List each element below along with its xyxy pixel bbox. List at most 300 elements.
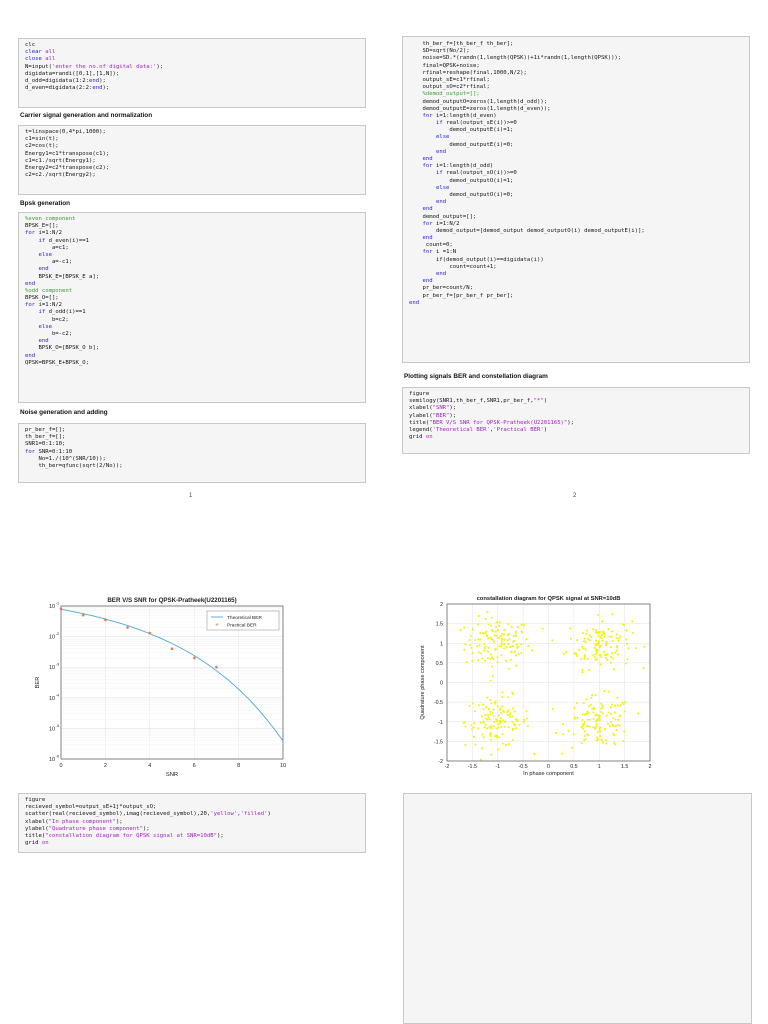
constellation-point [515,635,517,637]
constellation-point [599,735,601,737]
constellation-point [520,652,522,654]
constellation-point [581,719,583,721]
constellation-point [587,719,589,721]
constellation-point [594,714,596,716]
y-tick-label: 10 [48,634,56,641]
code-line: xlabel("SNR"); [409,405,457,412]
y-tick-label: -1 [438,719,443,726]
legend-label-theoretical: Theoretical BER [227,616,262,621]
constellation-point [485,618,487,620]
x-tick-label: 6 [192,763,196,769]
constellation-point [463,722,465,724]
constellation-point [486,635,488,637]
constellation-point [599,715,601,717]
constellation-point [621,701,623,703]
x-tick-label: 2 [648,764,652,770]
code-line: No=1./(10^(SNR/10)); [25,455,106,462]
code-line: end [435,271,447,277]
constellation-point [610,706,612,708]
constellation-point [605,739,607,741]
constellation-point [584,641,586,643]
constellation-point [599,729,601,731]
code-line: ylabel("Quadrature phase component"); [25,825,150,832]
code-line: end [409,299,420,306]
constellation-point [600,645,602,647]
ber-x-label: SNR [165,772,179,778]
constellation-point [611,613,613,615]
constellation-point [562,733,564,735]
y-tick-label: 10 [48,757,56,763]
constellation-point [580,726,582,728]
constellation-point [567,730,569,732]
constellation-point [594,647,596,649]
constellation-point [589,719,591,721]
constellation-point [496,661,498,663]
code-line: end [25,352,36,359]
code-line: N=input('enter the no.of digital data:'); [25,63,164,70]
constellation-point [614,711,616,713]
constellation-point [496,719,498,721]
constellation-point [602,631,604,633]
constellation-point [591,694,593,696]
code-line: %demod_output=[]; [409,91,480,98]
constellation-point [500,717,502,719]
constellation-point [599,654,601,656]
code-line: end [435,199,447,206]
code-line: scatter(real(recieved_symbol),imag(recieved_symbol),20,'yellow','filled') [25,811,271,818]
constellation-point [576,639,578,641]
constellation-point [474,743,476,745]
constellation-point [501,726,503,728]
code-line: for i =1:N [422,249,457,256]
constellation-point [574,716,576,718]
constellation-point [518,653,520,655]
constellation-point [631,620,633,622]
code-line: d_even=digidata(2:2:end); [25,85,110,92]
constellation-point [487,714,489,716]
constellation-point [505,646,507,648]
y-tick-label: 1 [440,641,443,648]
constellation-point [525,638,527,640]
constellation-point [482,708,484,710]
code-line: BPSK_E=[]; [25,223,59,230]
constellation-point [483,736,485,738]
code-line: count=0; [409,242,453,249]
constellation-point [624,701,626,703]
constellation-point [491,629,493,631]
code-line: Energy1=c1*transpose(c1); [25,150,110,157]
constellation-point [493,725,495,727]
y-tick-label: 10 [48,695,56,702]
constellation-point [509,716,511,718]
constellation-point [515,654,517,656]
constellation-point [502,742,504,744]
constellation-point [515,665,517,667]
constellation-point [495,648,497,650]
constellation-point [523,721,525,723]
constellation-point [490,739,492,741]
constellation-point [570,638,572,640]
constellation-point [604,728,606,730]
constellation-point [584,648,586,650]
constellation-point [499,722,501,724]
code-line: end [25,280,36,287]
constellation-point [588,725,590,727]
constellation-point [617,719,619,721]
code-line: BPSK_E=[BPSK_E a]; [25,273,100,280]
code-line: b=-c2; [25,331,73,337]
constellation-point [495,727,497,729]
x-tick-label: 8 [237,763,241,769]
constellation-point [565,651,567,653]
code-line: if real(output_sO(i))>=0 [435,170,517,177]
constellation-point [510,659,512,661]
y-tick-label: -2 [438,759,443,765]
constellation-point [561,753,563,755]
constellation-point [590,697,592,699]
constellation-point [552,708,554,710]
x-tick-label: -2 [444,764,450,770]
constellation-point [605,643,607,645]
page-2 [384,0,768,512]
y-tick-label: 1.5 [435,621,443,628]
constellation-point [501,705,503,707]
constellation-point [489,699,491,701]
constellation-point [499,708,501,710]
constellation-point [476,645,478,647]
constellation-point [583,658,585,660]
constellation-point [595,720,597,722]
constellation-point [533,753,535,755]
constellation-point [584,714,586,716]
constellation-point [606,653,608,655]
code-line: title("constallation diagram for QPSK signal at SNR=10dB"); [25,832,224,839]
constellation-point [595,694,597,696]
constellation-point [516,643,518,645]
constellation-point [503,726,505,728]
code-line: end [435,148,447,155]
constellation-point [597,731,599,733]
constellation-point [512,728,514,730]
constellation-point [591,708,593,710]
constellation-point [603,651,605,653]
code-line: else [38,251,52,258]
constellation-point [480,652,482,654]
constellation-point [582,632,584,634]
constellation-point [515,718,517,720]
code-line: end [422,235,433,242]
code-line: a=-c1; [25,259,73,266]
code-line: demod_output=[demod_output demod_outputO(i) demod_outputE(i)]; [409,227,645,234]
constellation-point [509,714,511,716]
constellation-point [484,660,486,662]
code-line: end [422,278,433,285]
x-tick-label: 1 [597,764,601,770]
constellation-point [508,668,510,670]
constellation-point [512,715,514,717]
constellation-point [486,696,488,698]
constellation-point [520,643,522,645]
constellation-chart-title: constallation diagram for QPSK signal at SNR=10dB [476,596,621,602]
code-line: c1=sin(t); [25,136,59,143]
constellation-point [466,661,468,663]
constellation-point [459,629,461,631]
constellation-point [576,702,578,704]
code-block-2 [18,125,366,195]
constellation-point [583,723,585,725]
constellation-point [594,656,596,658]
constellation-point [617,640,619,642]
constellation-point [596,736,598,738]
constellation-point [584,654,586,656]
constellation-point [613,734,615,736]
code-line: %odd component [25,287,73,294]
constellation-point [489,713,491,715]
constellation-point [468,639,470,641]
code-line: xlabel("In phase component"); [25,818,123,825]
constellation-point [495,621,497,623]
code-line: c2=c2./sqrt(Energy2); [25,172,96,179]
constellation-point [474,639,476,641]
constellation-point [501,633,503,635]
constellation-point [514,651,516,653]
constellation-point [501,691,503,693]
constellation-point [563,653,565,655]
constellation-point [508,726,510,728]
constellation-point [497,705,499,707]
code-line: demod_outputO(i)=1; [409,177,514,184]
constellation-point [615,725,617,727]
constellation-point [507,714,509,716]
constellation-point [587,658,589,660]
constellation-point [490,625,492,627]
constellation-point [507,623,509,625]
constellation-point [492,709,494,711]
constellation-point [501,643,503,645]
constellation-point [622,623,624,625]
ber-chart-title: BER V/S SNR for QPSK-Pratheek(U2201165) [107,597,237,604]
constellation-point [482,722,484,724]
constellation-point [486,727,488,729]
code-block-7 [18,793,366,853]
constellation-point [481,715,483,717]
constellation-point [500,635,502,637]
constellation-point [468,705,470,707]
constellation-point [500,654,502,656]
constellation-point [597,614,599,616]
constellation-point [586,711,588,713]
constellation-point [599,631,601,633]
constellation-point [576,717,578,719]
constellation-point [507,696,509,698]
code-line: final=QPSK+noise; [409,62,480,69]
constellation-point [588,705,590,707]
x-tick-label: 0.5 [570,764,578,770]
code-line: demod_outputE=zeros(1,length(d_even)); [409,105,551,112]
x-tick-label: 10 [279,763,287,769]
constellation-point [525,710,527,712]
constellation-point [575,653,577,655]
constellation-point [613,668,615,670]
constellation-point [580,658,582,660]
constellation-point [471,652,473,654]
constellation-point [614,718,616,720]
code-line: count=count+1; [409,263,497,270]
constellation-point [463,626,465,628]
constellation-point [495,626,497,628]
constellation-point [495,700,497,702]
constellation-point [589,634,591,636]
heading-plot: Plotting signals BER and constellation diagram [404,373,548,380]
constellation-point [605,657,607,659]
constellation-point [617,653,619,655]
constellation-point [609,725,611,727]
x-tick-label: 4 [148,763,152,769]
code-line: a=c1; [25,244,69,251]
code-line: noise=SD.*(randn(1,length(QPSK))+1i*randn(1,length(QPSK))); [409,55,622,62]
page-number-1: 1 [189,493,193,499]
constellation-point [473,736,475,738]
constellation-point [618,637,620,639]
code-line: title("BER V/S SNR for QPSK-Pratheek(U2201165)"); [409,419,575,426]
constellation-point [608,636,610,638]
constellation-point [463,649,465,651]
constellation-point [490,732,492,734]
empty-code-block [403,793,752,1024]
ber-y-label: BER [35,676,41,689]
constellation-point [499,720,501,722]
constellation-point [643,646,645,648]
constellation-point [471,728,473,730]
constellation-point [487,647,489,649]
constellation-point [497,748,499,750]
constellation-point [581,671,583,673]
constellation-point [487,651,489,653]
constellation-point [616,637,618,639]
constellation-point [619,715,621,717]
y-tick-exponent: -2 [55,632,60,637]
constellation-point [606,715,608,717]
code-line: clc [25,42,36,48]
code-line: output_sO=c2*rfinal; [409,84,490,91]
constellation-point [514,724,516,726]
code-line: clear all [25,49,56,56]
y-tick-exponent: -4 [55,693,60,698]
code-line: Energy2=c2*transpose(c2); [25,164,110,171]
constellation-point [601,634,603,636]
constellation-point [599,727,601,729]
constellation-point [611,704,613,706]
code-block-5 [402,36,750,363]
constellation-point [605,641,607,643]
code-line: t=linspace(0,4*pi,1000); [25,129,106,135]
constellation-point [493,721,495,723]
constellation-point [614,743,616,745]
code-line: d_odd=digidata(1:2:end); [25,77,106,84]
constellation-point [604,654,606,656]
constellation-point [599,636,601,638]
constellation-point [514,710,516,712]
y-tick-label: 0.5 [435,660,443,667]
y-tick-exponent: -6 [55,754,60,759]
code-line: if d_odd(i)==1 [38,309,86,316]
code-line: demod_outputO(i)=0; [409,191,514,198]
constellation-point [511,721,513,723]
code-line: end [422,156,433,162]
constellation-point [527,725,529,727]
constellation-point [503,647,505,649]
heading-carrier: Carrier signal generation and normalization [20,112,153,119]
code-line: end [38,338,49,345]
x-tick-label: -1.5 [467,764,477,770]
constellation-point [490,735,492,737]
constellation-point [482,703,484,705]
constellation-point [592,628,594,630]
constellation-point [500,712,502,714]
constellation-point [499,621,501,623]
constellation-point [581,646,583,648]
constellation-point [511,626,513,628]
constellation-point [612,717,614,719]
constellation-point [489,718,491,720]
constellation-point [587,638,589,640]
constellation-point [484,643,486,645]
constellation-point [576,655,578,657]
constellation-point [503,639,505,641]
constellation-point [583,637,585,639]
heading-bpsk: Bpsk generation [20,200,71,207]
constellation-point [610,646,612,648]
constellation-point [573,707,575,709]
constellation-point [625,638,627,640]
code-line: th_ber=qfunc(sqrt(2/No)); [25,462,123,469]
constellation-point [595,631,597,633]
constellation-point [562,723,564,725]
code-line: rfinal=reshape(final,1000,N/2); [409,69,527,76]
code-line: if d_even(i)==1 [38,237,90,244]
constellation-point [513,635,515,637]
constellation-point [473,727,475,729]
constellation-point [581,742,583,744]
constellation-point [608,691,610,693]
code-line: for i=1:length(d_even) [422,112,497,119]
constellation-point [485,714,487,716]
code-line: end [422,206,433,213]
constellation-point [470,724,472,726]
code-line: if real(output_sE(i))>=0 [435,120,517,127]
constellation-point [470,647,472,649]
constellation-point [595,653,597,655]
constellation-point [514,632,516,634]
constellation-point [478,644,480,646]
constellation-point [501,638,503,640]
constellation-point [490,725,492,727]
constellation-point [642,667,644,669]
constellation-point [477,639,479,641]
constellation-point [571,747,573,749]
constellation-point [477,623,479,625]
constellation-point [464,726,466,728]
constellation-point [486,611,488,613]
constellation-point [464,643,466,645]
constellation-point [617,724,619,726]
constellation-point [483,650,485,652]
constellation-point [502,719,504,721]
constellation-point [494,703,496,705]
y-tick-label: 10 [48,726,56,733]
code-line: grid on [409,434,433,441]
code-line: SD=sqrt(No/2); [409,48,470,55]
